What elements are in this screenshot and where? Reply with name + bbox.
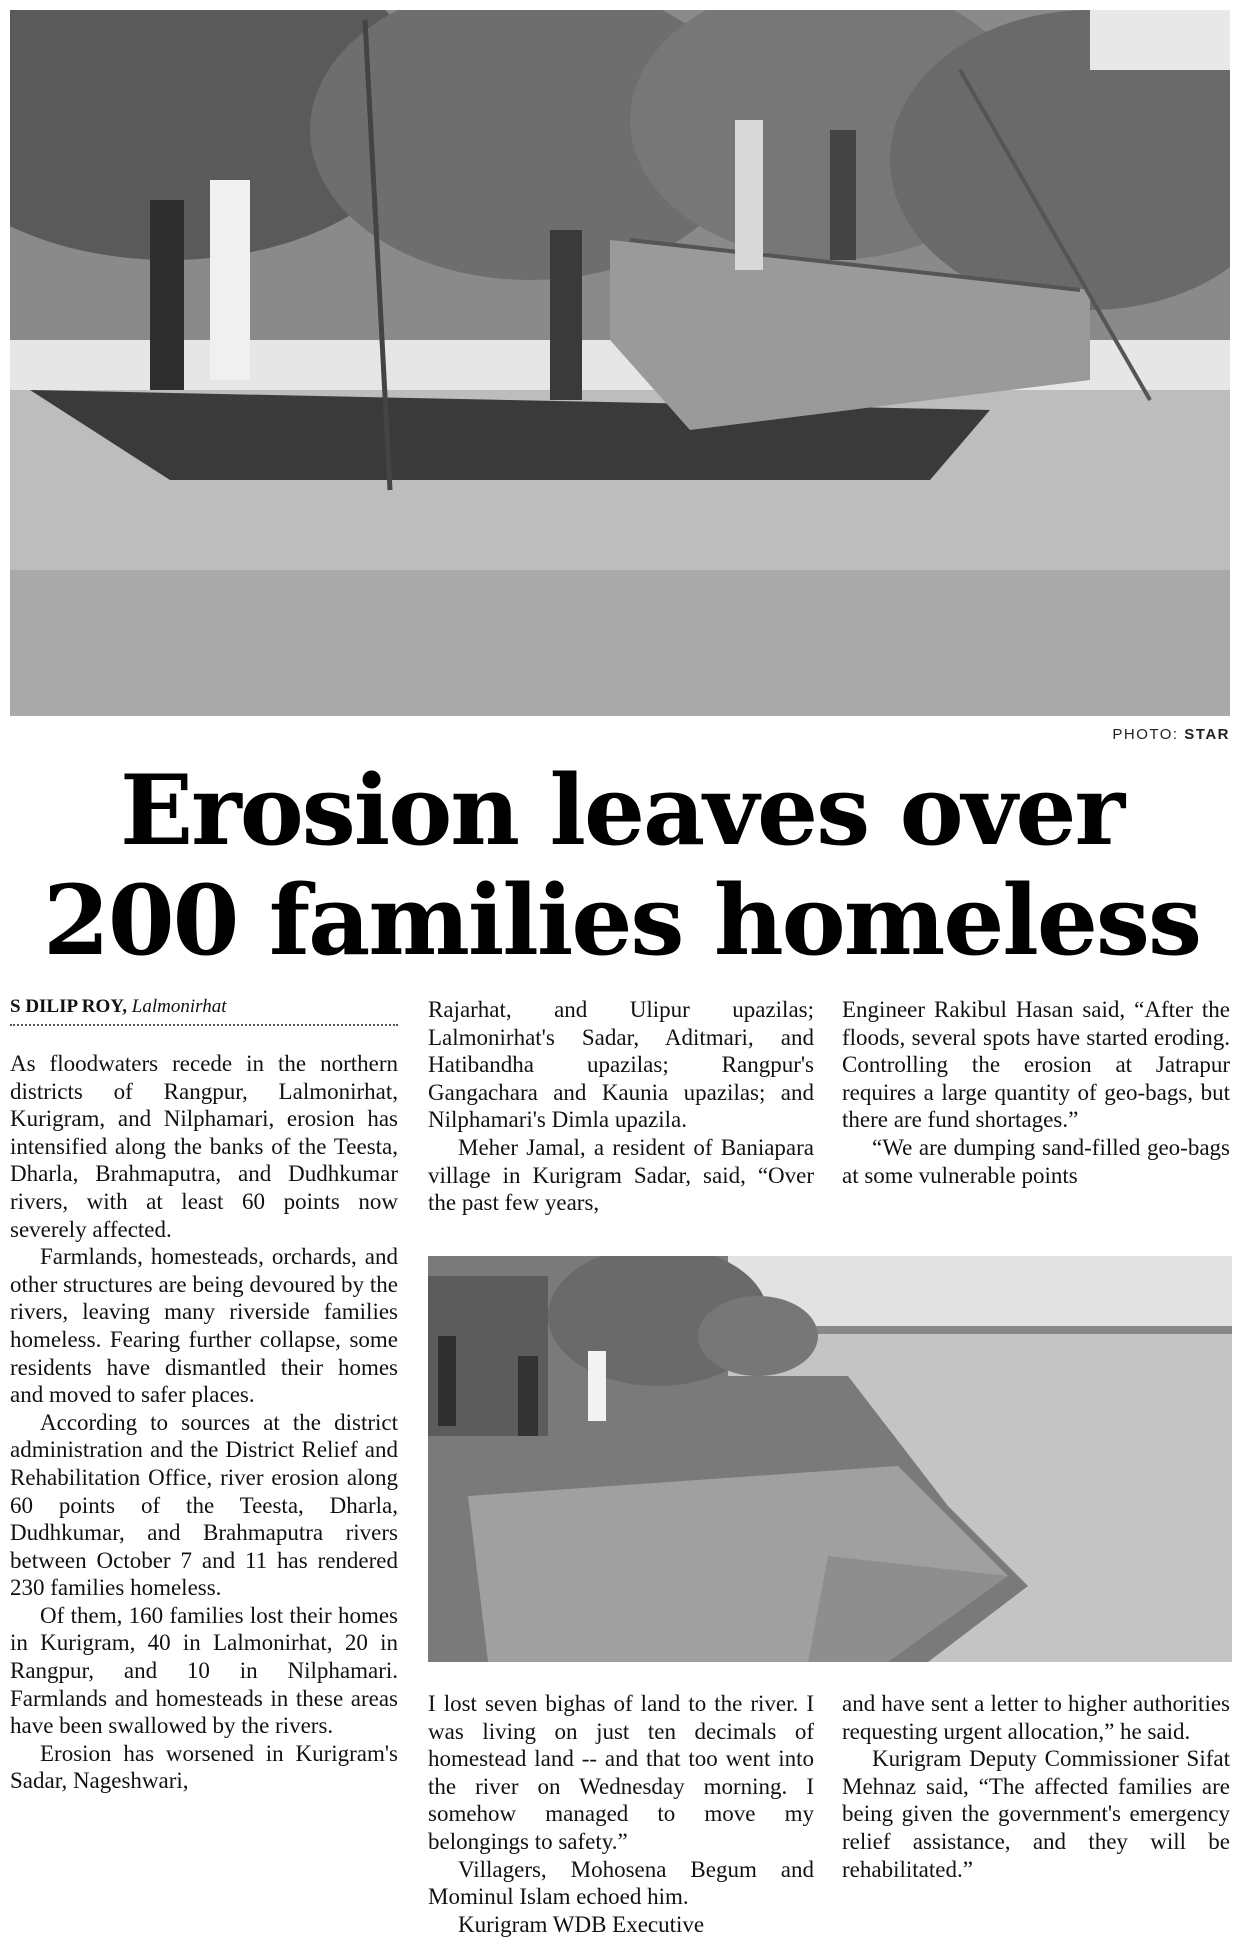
paragraph: According to sources at the district administration and the District Relief and Rehabilitation Office, river erosion along 60 points of the Teesta, Dharla, Dudhkumar, and Brahmaputra rivers between October 7 and 11 has rendered 230 families homeless.	[10, 1409, 398, 1601]
headline-line-2: 200 families homeless	[43, 864, 1200, 977]
paragraph: “We are dumping sand-filled geo-bags at some vulnerable points	[842, 1134, 1230, 1188]
paragraph: and have sent a letter to higher authorities requesting urgent allocation,” he said.	[842, 1691, 1230, 1744]
article-column-3-top	[842, 996, 1230, 1189]
paragraph: Of them, 160 families lost their homes in Kurigram, 40 in Lalmonirhat, 20 in Rangpur, and 10 in Nilphamari. Farmlands and homesteads in these areas have been swallowed by the rivers.	[10, 1602, 398, 1739]
article-column-3-bottom	[842, 1690, 1230, 1883]
article-column-2-bottom	[428, 1690, 814, 1938]
paragraph: Kurigram Deputy Commissioner Sifat Mehnaz said, “The affected families are being given the government's emergency relief assistance, and they will be rehabilitated.”	[842, 1746, 1230, 1882]
headline-line-1: Erosion leaves over	[119, 754, 1124, 867]
paragraph: Engineer Rakibul Hasan said, “After the floods, several spots have started eroding. Controlling the erosion at Jatrapur requires a large quantity of geo-bags, but there are fund shortages.”	[842, 997, 1230, 1133]
paragraph: Kurigram WDB Executive	[458, 1911, 705, 1937]
paragraph: I lost seven bighas of land to the river. I was living on just ten decimals of homestead land -- and that too went into the river on Wednesday morning. I somehow managed to move my belongings to safety.”	[428, 1691, 814, 1854]
paragraph: As floodwaters recede in the northern districts of Rangpur, Lalmonirhat, Kurigram, and Nilphamari, erosion has intensified along the banks of the Teesta, Dharla, Brahmaputra, and Dudhkumar rivers, with at least 60 points now severely affected.	[10, 1051, 398, 1242]
photo-credit-source: STAR	[1184, 726, 1230, 743]
article-column-2-top	[428, 996, 814, 1217]
headline	[0, 756, 1243, 976]
article-column-1	[10, 1050, 398, 1950]
byline	[10, 996, 398, 1026]
paragraph: Farmlands, homesteads, orchards, and other structures are being devoured by the rivers, leaving many riverside families homeless. Fearing further collapse, some residents have dismantled their homes and moved to safer places.	[10, 1244, 398, 1408]
byline-location: Lalmonirhat	[131, 996, 227, 1017]
photo-credit	[1112, 726, 1230, 743]
byline-author: S DILIP ROY,	[10, 996, 128, 1017]
riverbank-photo	[428, 1256, 1232, 1662]
paragraph: Meher Jamal, a resident of Baniapara village in Kurigram Sadar, said, “Over the past few years,	[428, 1134, 814, 1216]
paragraph: Erosion has worsened in Kurigram's Sadar, Nageshwari,	[10, 1740, 398, 1794]
paragraph: Rajarhat, and Ulipur upazilas; Lalmonirhat's Sadar, Aditmari, and Hatibandha upazilas; Rangpur's Gangachara and Kaunia upazilas; and Nilphamari's Dimla upazila.	[428, 997, 814, 1133]
paragraph: Villagers, Mohosena Begum and Mominul Islam echoed him.	[428, 1856, 814, 1910]
photo-credit-prefix: PHOTO:	[1112, 726, 1179, 743]
top-photo	[10, 10, 1230, 716]
